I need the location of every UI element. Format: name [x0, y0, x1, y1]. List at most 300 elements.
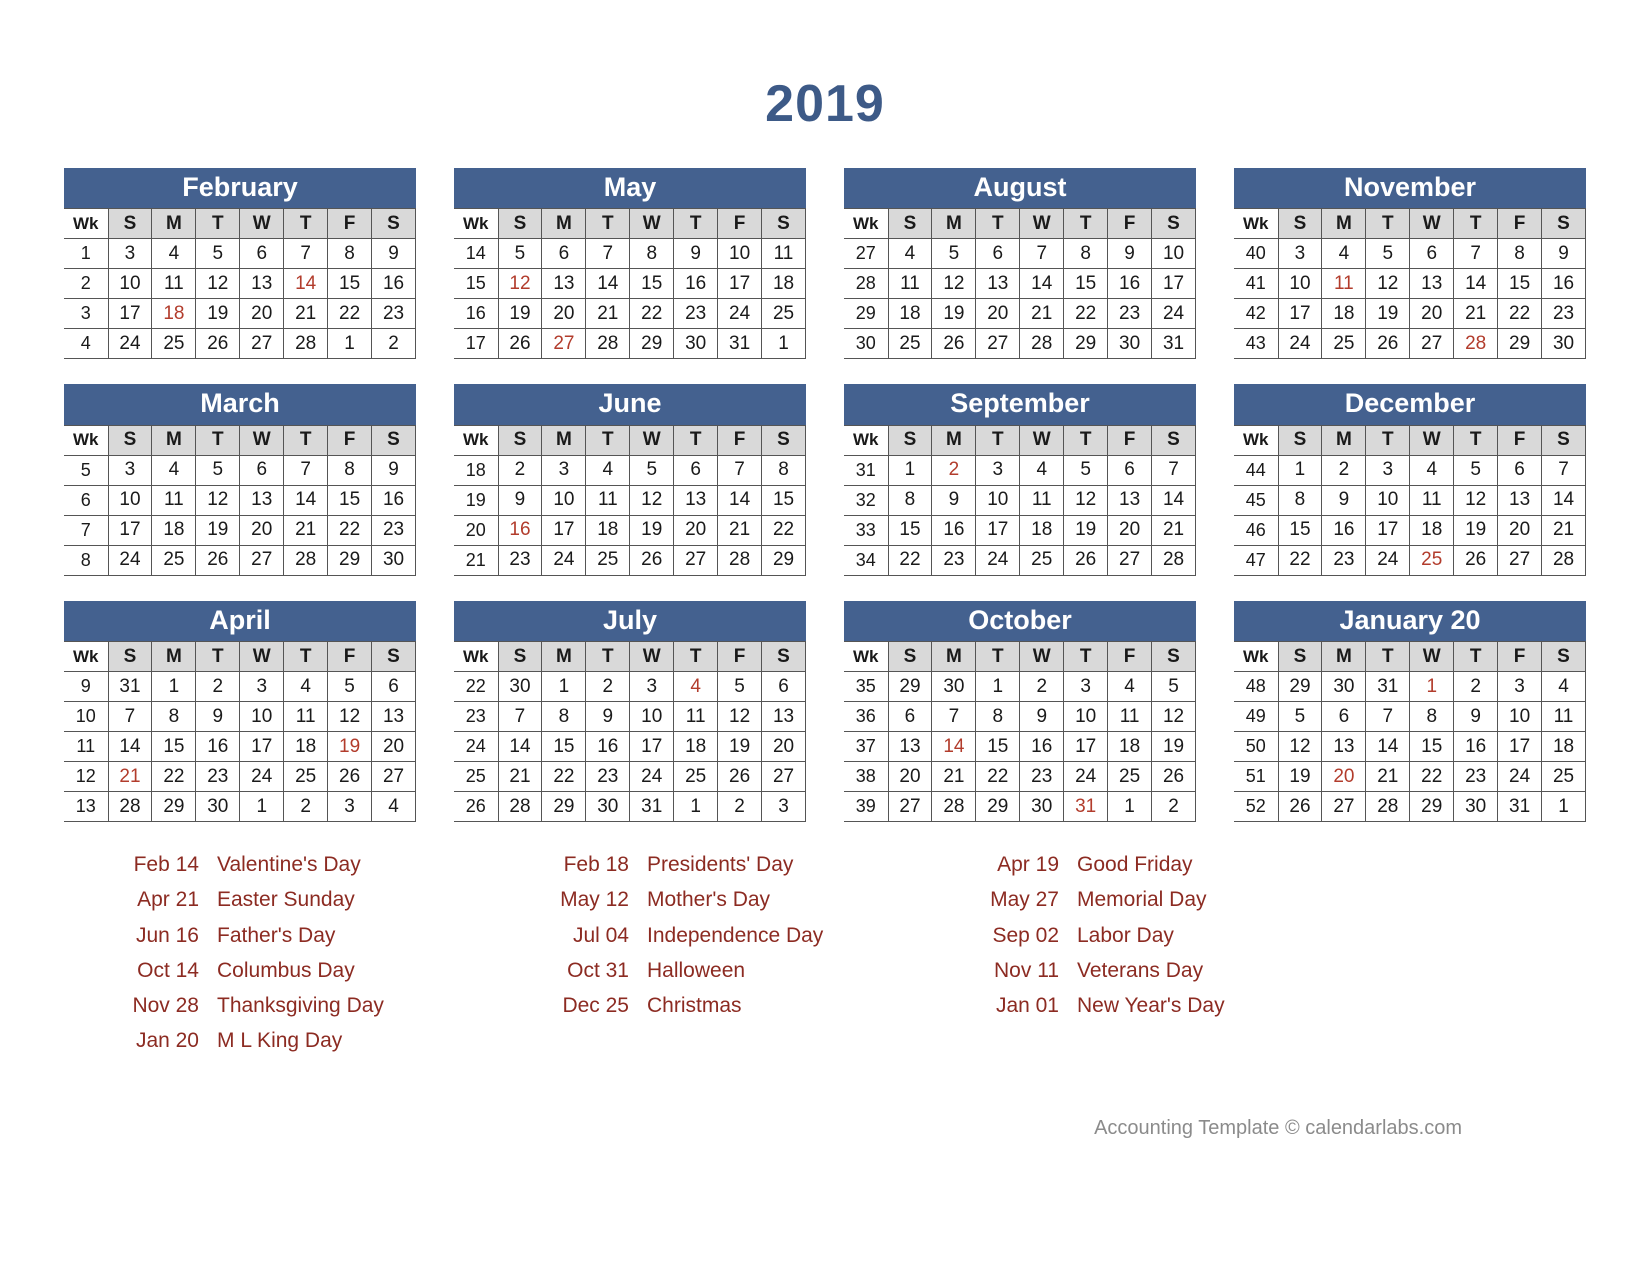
- day-cell[interactable]: 23: [1020, 762, 1064, 792]
- day-cell[interactable]: 29: [762, 545, 806, 575]
- day-cell[interactable]: 17: [108, 515, 152, 545]
- day-cell[interactable]: 30: [372, 545, 416, 575]
- day-cell[interactable]: 28: [498, 792, 542, 822]
- day-cell[interactable]: 16: [1454, 732, 1498, 762]
- day-cell[interactable]: 29: [630, 329, 674, 359]
- day-cell[interactable]: 22: [1278, 545, 1322, 575]
- day-cell[interactable]: 28: [284, 545, 328, 575]
- day-cell[interactable]: 20: [674, 515, 718, 545]
- day-cell[interactable]: 29: [1064, 329, 1108, 359]
- day-cell[interactable]: 5: [1064, 455, 1108, 485]
- day-cell[interactable]: 15: [542, 732, 586, 762]
- day-cell[interactable]: 27: [1108, 545, 1152, 575]
- day-cell[interactable]: 16: [674, 269, 718, 299]
- day-cell[interactable]: 25: [674, 762, 718, 792]
- day-cell[interactable]: 21: [932, 762, 976, 792]
- day-cell[interactable]: 12: [1366, 269, 1410, 299]
- day-cell[interactable]: 23: [1542, 299, 1586, 329]
- day-cell[interactable]: 29: [888, 672, 932, 702]
- day-cell[interactable]: 22: [152, 762, 196, 792]
- day-cell[interactable]: 21: [284, 515, 328, 545]
- day-cell[interactable]: 15: [152, 732, 196, 762]
- day-cell[interactable]: 2: [284, 792, 328, 822]
- day-cell[interactable]: 16: [372, 269, 416, 299]
- day-cell[interactable]: 18: [1410, 515, 1454, 545]
- day-cell[interactable]: 21: [1542, 515, 1586, 545]
- day-cell[interactable]: 14: [284, 485, 328, 515]
- day-cell[interactable]: 9: [372, 455, 416, 485]
- day-cell[interactable]: 8: [630, 239, 674, 269]
- day-cell[interactable]: 7: [498, 702, 542, 732]
- day-cell[interactable]: 25: [152, 329, 196, 359]
- day-cell[interactable]: 16: [498, 515, 542, 545]
- day-cell[interactable]: 24: [1498, 762, 1542, 792]
- day-cell[interactable]: 21: [718, 515, 762, 545]
- day-cell[interactable]: 19: [1064, 515, 1108, 545]
- day-cell[interactable]: 27: [1322, 792, 1366, 822]
- day-cell[interactable]: 27: [542, 329, 586, 359]
- day-cell[interactable]: 22: [1410, 762, 1454, 792]
- day-cell[interactable]: 27: [888, 792, 932, 822]
- day-cell[interactable]: 26: [630, 545, 674, 575]
- day-cell[interactable]: 1: [542, 672, 586, 702]
- day-cell[interactable]: 8: [1498, 239, 1542, 269]
- day-cell[interactable]: 23: [498, 545, 542, 575]
- day-cell[interactable]: 13: [1498, 485, 1542, 515]
- day-cell[interactable]: 15: [1410, 732, 1454, 762]
- day-cell[interactable]: 12: [328, 702, 372, 732]
- day-cell[interactable]: 21: [586, 299, 630, 329]
- day-cell[interactable]: 9: [586, 702, 630, 732]
- day-cell[interactable]: 12: [932, 269, 976, 299]
- day-cell[interactable]: 23: [1454, 762, 1498, 792]
- day-cell[interactable]: 4: [674, 672, 718, 702]
- day-cell[interactable]: 17: [1278, 299, 1322, 329]
- day-cell[interactable]: 2: [932, 455, 976, 485]
- day-cell[interactable]: 28: [1020, 329, 1064, 359]
- day-cell[interactable]: 4: [1410, 455, 1454, 485]
- day-cell[interactable]: 8: [762, 455, 806, 485]
- day-cell[interactable]: 14: [718, 485, 762, 515]
- day-cell[interactable]: 27: [1410, 329, 1454, 359]
- day-cell[interactable]: 19: [498, 299, 542, 329]
- day-cell[interactable]: 24: [240, 762, 284, 792]
- day-cell[interactable]: 11: [1020, 485, 1064, 515]
- day-cell[interactable]: 3: [630, 672, 674, 702]
- day-cell[interactable]: 3: [240, 672, 284, 702]
- day-cell[interactable]: 17: [718, 269, 762, 299]
- day-cell[interactable]: 6: [976, 239, 1020, 269]
- day-cell[interactable]: 4: [1542, 672, 1586, 702]
- day-cell[interactable]: 8: [976, 702, 1020, 732]
- day-cell[interactable]: 23: [932, 545, 976, 575]
- day-cell[interactable]: 1: [328, 329, 372, 359]
- day-cell[interactable]: 6: [762, 672, 806, 702]
- day-cell[interactable]: 26: [932, 329, 976, 359]
- day-cell[interactable]: 25: [152, 545, 196, 575]
- day-cell[interactable]: 3: [542, 455, 586, 485]
- day-cell[interactable]: 6: [542, 239, 586, 269]
- day-cell[interactable]: 5: [196, 455, 240, 485]
- day-cell[interactable]: 17: [1064, 732, 1108, 762]
- day-cell[interactable]: 27: [762, 762, 806, 792]
- day-cell[interactable]: 6: [1498, 455, 1542, 485]
- day-cell[interactable]: 19: [328, 732, 372, 762]
- day-cell[interactable]: 1: [888, 455, 932, 485]
- day-cell[interactable]: 28: [1542, 545, 1586, 575]
- day-cell[interactable]: 19: [1152, 732, 1196, 762]
- day-cell[interactable]: 6: [372, 672, 416, 702]
- day-cell[interactable]: 22: [328, 299, 372, 329]
- day-cell[interactable]: 1: [674, 792, 718, 822]
- day-cell[interactable]: 10: [1152, 239, 1196, 269]
- day-cell[interactable]: 22: [542, 762, 586, 792]
- day-cell[interactable]: 10: [1498, 702, 1542, 732]
- day-cell[interactable]: 18: [1020, 515, 1064, 545]
- day-cell[interactable]: 13: [674, 485, 718, 515]
- day-cell[interactable]: 26: [1152, 762, 1196, 792]
- day-cell[interactable]: 23: [372, 299, 416, 329]
- day-cell[interactable]: 12: [196, 269, 240, 299]
- day-cell[interactable]: 30: [932, 672, 976, 702]
- day-cell[interactable]: 5: [498, 239, 542, 269]
- day-cell[interactable]: 29: [152, 792, 196, 822]
- day-cell[interactable]: 26: [1278, 792, 1322, 822]
- day-cell[interactable]: 26: [196, 329, 240, 359]
- day-cell[interactable]: 9: [372, 239, 416, 269]
- day-cell[interactable]: 20: [240, 515, 284, 545]
- day-cell[interactable]: 16: [1020, 732, 1064, 762]
- day-cell[interactable]: 13: [1108, 485, 1152, 515]
- day-cell[interactable]: 16: [1108, 269, 1152, 299]
- day-cell[interactable]: 13: [1410, 269, 1454, 299]
- day-cell[interactable]: 24: [976, 545, 1020, 575]
- day-cell[interactable]: 6: [1322, 702, 1366, 732]
- day-cell[interactable]: 29: [1498, 329, 1542, 359]
- day-cell[interactable]: 24: [542, 545, 586, 575]
- day-cell[interactable]: 29: [542, 792, 586, 822]
- day-cell[interactable]: 2: [1454, 672, 1498, 702]
- day-cell[interactable]: 25: [1020, 545, 1064, 575]
- day-cell[interactable]: 21: [108, 762, 152, 792]
- day-cell[interactable]: 13: [1322, 732, 1366, 762]
- day-cell[interactable]: 10: [108, 485, 152, 515]
- day-cell[interactable]: 22: [328, 515, 372, 545]
- day-cell[interactable]: 14: [1366, 732, 1410, 762]
- day-cell[interactable]: 26: [1064, 545, 1108, 575]
- day-cell[interactable]: 5: [932, 239, 976, 269]
- day-cell[interactable]: 26: [1366, 329, 1410, 359]
- day-cell[interactable]: 3: [1278, 239, 1322, 269]
- day-cell[interactable]: 5: [1152, 672, 1196, 702]
- day-cell[interactable]: 5: [1366, 239, 1410, 269]
- day-cell[interactable]: 18: [1542, 732, 1586, 762]
- day-cell[interactable]: 24: [108, 329, 152, 359]
- day-cell[interactable]: 16: [1322, 515, 1366, 545]
- day-cell[interactable]: 10: [1278, 269, 1322, 299]
- day-cell[interactable]: 10: [542, 485, 586, 515]
- day-cell[interactable]: 11: [674, 702, 718, 732]
- day-cell[interactable]: 12: [718, 702, 762, 732]
- day-cell[interactable]: 3: [328, 792, 372, 822]
- day-cell[interactable]: 19: [1454, 515, 1498, 545]
- day-cell[interactable]: 9: [1454, 702, 1498, 732]
- day-cell[interactable]: 30: [196, 792, 240, 822]
- day-cell[interactable]: 14: [1152, 485, 1196, 515]
- day-cell[interactable]: 24: [108, 545, 152, 575]
- day-cell[interactable]: 18: [1322, 299, 1366, 329]
- day-cell[interactable]: 7: [1152, 455, 1196, 485]
- day-cell[interactable]: 21: [1152, 515, 1196, 545]
- day-cell[interactable]: 12: [1278, 732, 1322, 762]
- day-cell[interactable]: 8: [328, 455, 372, 485]
- day-cell[interactable]: 2: [1020, 672, 1064, 702]
- day-cell[interactable]: 27: [240, 329, 284, 359]
- day-cell[interactable]: 8: [1278, 485, 1322, 515]
- day-cell[interactable]: 4: [1020, 455, 1064, 485]
- day-cell[interactable]: 3: [976, 455, 1020, 485]
- day-cell[interactable]: 3: [108, 239, 152, 269]
- day-cell[interactable]: 8: [1410, 702, 1454, 732]
- day-cell[interactable]: 18: [586, 515, 630, 545]
- day-cell[interactable]: 14: [498, 732, 542, 762]
- day-cell[interactable]: 9: [932, 485, 976, 515]
- day-cell[interactable]: 5: [196, 239, 240, 269]
- day-cell[interactable]: 10: [630, 702, 674, 732]
- day-cell[interactable]: 6: [1108, 455, 1152, 485]
- day-cell[interactable]: 12: [630, 485, 674, 515]
- day-cell[interactable]: 31: [718, 329, 762, 359]
- day-cell[interactable]: 28: [1454, 329, 1498, 359]
- day-cell[interactable]: 15: [1278, 515, 1322, 545]
- day-cell[interactable]: 3: [1498, 672, 1542, 702]
- day-cell[interactable]: 5: [1278, 702, 1322, 732]
- day-cell[interactable]: 2: [1322, 455, 1366, 485]
- day-cell[interactable]: 4: [1108, 672, 1152, 702]
- day-cell[interactable]: 14: [932, 732, 976, 762]
- day-cell[interactable]: 1: [976, 672, 1020, 702]
- day-cell[interactable]: 1: [1278, 455, 1322, 485]
- day-cell[interactable]: 26: [1454, 545, 1498, 575]
- day-cell[interactable]: 29: [328, 545, 372, 575]
- day-cell[interactable]: 9: [674, 239, 718, 269]
- day-cell[interactable]: 10: [108, 269, 152, 299]
- day-cell[interactable]: 3: [1366, 455, 1410, 485]
- day-cell[interactable]: 27: [240, 545, 284, 575]
- day-cell[interactable]: 14: [284, 269, 328, 299]
- day-cell[interactable]: 19: [196, 299, 240, 329]
- day-cell[interactable]: 5: [1454, 455, 1498, 485]
- day-cell[interactable]: 17: [630, 732, 674, 762]
- day-cell[interactable]: 7: [586, 239, 630, 269]
- day-cell[interactable]: 18: [284, 732, 328, 762]
- day-cell[interactable]: 4: [586, 455, 630, 485]
- day-cell[interactable]: 9: [1542, 239, 1586, 269]
- day-cell[interactable]: 21: [1366, 762, 1410, 792]
- day-cell[interactable]: 11: [1108, 702, 1152, 732]
- day-cell[interactable]: 23: [586, 762, 630, 792]
- day-cell[interactable]: 31: [1152, 329, 1196, 359]
- day-cell[interactable]: 18: [152, 299, 196, 329]
- day-cell[interactable]: 16: [372, 485, 416, 515]
- day-cell[interactable]: 6: [1410, 239, 1454, 269]
- day-cell[interactable]: 31: [1064, 792, 1108, 822]
- day-cell[interactable]: 13: [240, 269, 284, 299]
- day-cell[interactable]: 9: [1322, 485, 1366, 515]
- day-cell[interactable]: 21: [1454, 299, 1498, 329]
- day-cell[interactable]: 21: [284, 299, 328, 329]
- day-cell[interactable]: 1: [240, 792, 284, 822]
- day-cell[interactable]: 2: [586, 672, 630, 702]
- day-cell[interactable]: 15: [1498, 269, 1542, 299]
- day-cell[interactable]: 1: [152, 672, 196, 702]
- day-cell[interactable]: 27: [1498, 545, 1542, 575]
- day-cell[interactable]: 26: [196, 545, 240, 575]
- day-cell[interactable]: 2: [196, 672, 240, 702]
- day-cell[interactable]: 23: [1108, 299, 1152, 329]
- day-cell[interactable]: 13: [542, 269, 586, 299]
- day-cell[interactable]: 25: [1108, 762, 1152, 792]
- day-cell[interactable]: 25: [1410, 545, 1454, 575]
- day-cell[interactable]: 20: [1322, 762, 1366, 792]
- day-cell[interactable]: 13: [372, 702, 416, 732]
- day-cell[interactable]: 16: [1542, 269, 1586, 299]
- day-cell[interactable]: 29: [1410, 792, 1454, 822]
- day-cell[interactable]: 7: [1542, 455, 1586, 485]
- day-cell[interactable]: 28: [718, 545, 762, 575]
- day-cell[interactable]: 11: [152, 485, 196, 515]
- day-cell[interactable]: 12: [498, 269, 542, 299]
- day-cell[interactable]: 20: [888, 762, 932, 792]
- day-cell[interactable]: 24: [1152, 299, 1196, 329]
- day-cell[interactable]: 13: [240, 485, 284, 515]
- day-cell[interactable]: 25: [1322, 329, 1366, 359]
- day-cell[interactable]: 20: [1410, 299, 1454, 329]
- day-cell[interactable]: 24: [1366, 545, 1410, 575]
- day-cell[interactable]: 15: [762, 485, 806, 515]
- day-cell[interactable]: 25: [586, 545, 630, 575]
- day-cell[interactable]: 9: [1020, 702, 1064, 732]
- day-cell[interactable]: 12: [1064, 485, 1108, 515]
- day-cell[interactable]: 22: [888, 545, 932, 575]
- day-cell[interactable]: 25: [1542, 762, 1586, 792]
- day-cell[interactable]: 20: [762, 732, 806, 762]
- day-cell[interactable]: 14: [108, 732, 152, 762]
- day-cell[interactable]: 18: [1108, 732, 1152, 762]
- day-cell[interactable]: 17: [1152, 269, 1196, 299]
- day-cell[interactable]: 19: [718, 732, 762, 762]
- day-cell[interactable]: 17: [108, 299, 152, 329]
- day-cell[interactable]: 12: [196, 485, 240, 515]
- day-cell[interactable]: 6: [240, 239, 284, 269]
- day-cell[interactable]: 22: [1064, 299, 1108, 329]
- day-cell[interactable]: 18: [674, 732, 718, 762]
- day-cell[interactable]: 23: [372, 515, 416, 545]
- day-cell[interactable]: 5: [630, 455, 674, 485]
- day-cell[interactable]: 9: [1108, 239, 1152, 269]
- day-cell[interactable]: 31: [108, 672, 152, 702]
- day-cell[interactable]: 17: [240, 732, 284, 762]
- day-cell[interactable]: 25: [762, 299, 806, 329]
- day-cell[interactable]: 5: [718, 672, 762, 702]
- day-cell[interactable]: 1: [1410, 672, 1454, 702]
- day-cell[interactable]: 11: [1410, 485, 1454, 515]
- day-cell[interactable]: 30: [1322, 672, 1366, 702]
- day-cell[interactable]: 2: [718, 792, 762, 822]
- day-cell[interactable]: 8: [542, 702, 586, 732]
- day-cell[interactable]: 15: [328, 485, 372, 515]
- day-cell[interactable]: 12: [1152, 702, 1196, 732]
- day-cell[interactable]: 17: [1498, 732, 1542, 762]
- day-cell[interactable]: 20: [372, 732, 416, 762]
- day-cell[interactable]: 19: [1366, 299, 1410, 329]
- day-cell[interactable]: 20: [1498, 515, 1542, 545]
- day-cell[interactable]: 3: [762, 792, 806, 822]
- day-cell[interactable]: 30: [586, 792, 630, 822]
- day-cell[interactable]: 28: [1152, 545, 1196, 575]
- day-cell[interactable]: 22: [630, 299, 674, 329]
- day-cell[interactable]: 28: [1366, 792, 1410, 822]
- day-cell[interactable]: 19: [932, 299, 976, 329]
- day-cell[interactable]: 31: [1366, 672, 1410, 702]
- day-cell[interactable]: 2: [1152, 792, 1196, 822]
- day-cell[interactable]: 2: [372, 329, 416, 359]
- day-cell[interactable]: 17: [542, 515, 586, 545]
- day-cell[interactable]: 28: [932, 792, 976, 822]
- day-cell[interactable]: 20: [240, 299, 284, 329]
- day-cell[interactable]: 11: [284, 702, 328, 732]
- day-cell[interactable]: 20: [542, 299, 586, 329]
- day-cell[interactable]: 3: [1064, 672, 1108, 702]
- day-cell[interactable]: 5: [328, 672, 372, 702]
- day-cell[interactable]: 22: [1498, 299, 1542, 329]
- day-cell[interactable]: 14: [1542, 485, 1586, 515]
- day-cell[interactable]: 1: [1108, 792, 1152, 822]
- day-cell[interactable]: 6: [888, 702, 932, 732]
- day-cell[interactable]: 7: [1366, 702, 1410, 732]
- day-cell[interactable]: 13: [888, 732, 932, 762]
- day-cell[interactable]: 11: [586, 485, 630, 515]
- day-cell[interactable]: 20: [1108, 515, 1152, 545]
- day-cell[interactable]: 8: [328, 239, 372, 269]
- day-cell[interactable]: 24: [1064, 762, 1108, 792]
- day-cell[interactable]: 9: [196, 702, 240, 732]
- day-cell[interactable]: 21: [1020, 299, 1064, 329]
- day-cell[interactable]: 6: [674, 455, 718, 485]
- day-cell[interactable]: 23: [674, 299, 718, 329]
- day-cell[interactable]: 28: [284, 329, 328, 359]
- day-cell[interactable]: 19: [1278, 762, 1322, 792]
- day-cell[interactable]: 17: [1366, 515, 1410, 545]
- day-cell[interactable]: 11: [888, 269, 932, 299]
- day-cell[interactable]: 10: [976, 485, 1020, 515]
- day-cell[interactable]: 14: [586, 269, 630, 299]
- day-cell[interactable]: 23: [196, 762, 240, 792]
- day-cell[interactable]: 18: [762, 269, 806, 299]
- day-cell[interactable]: 26: [718, 762, 762, 792]
- day-cell[interactable]: 31: [1498, 792, 1542, 822]
- day-cell[interactable]: 27: [372, 762, 416, 792]
- day-cell[interactable]: 28: [586, 329, 630, 359]
- day-cell[interactable]: 30: [1454, 792, 1498, 822]
- day-cell[interactable]: 7: [284, 239, 328, 269]
- day-cell[interactable]: 4: [152, 239, 196, 269]
- day-cell[interactable]: 24: [1278, 329, 1322, 359]
- day-cell[interactable]: 3: [108, 455, 152, 485]
- day-cell[interactable]: 27: [976, 329, 1020, 359]
- day-cell[interactable]: 11: [152, 269, 196, 299]
- day-cell[interactable]: 10: [1064, 702, 1108, 732]
